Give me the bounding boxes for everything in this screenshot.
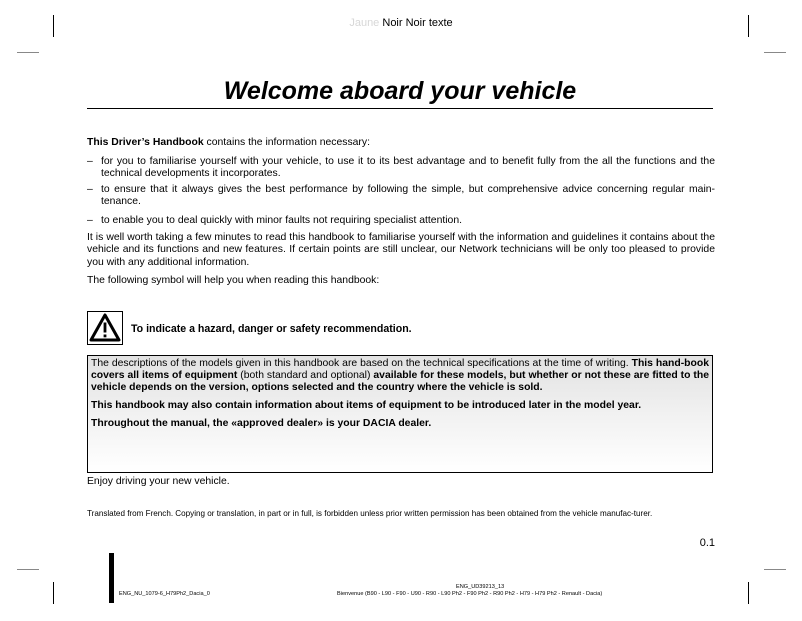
bullet-text: to enable you to deal quickly with minor faults not requiring specialist attention. xyxy=(101,215,462,226)
color-label-yellow: Jaune xyxy=(349,17,380,29)
notice-text: The descriptions of the models given in this handbook are based on the technical specifications at the time of writing. xyxy=(91,358,632,369)
title-underline xyxy=(87,108,713,109)
intro-paragraph: It is well worth taking a few minutes to read this handbook to familiarise yourself with the information and guidelines it contains about the vehicle and its functions and new features. If certain points are still unclear, our Network technicians will be only too pleased to provide you with any additional information. xyxy=(87,232,715,268)
crop-mark-right-upper xyxy=(764,52,786,53)
sidebar-marker xyxy=(109,553,114,603)
bullet-dash: – xyxy=(87,215,93,226)
footer-doc-description: Bienvenue (B90 - L90 - F90 - U90 - R90 - L90 Ph2 - F90 Ph2 - R90 Ph2 - H79 - H79 Ph2 - Renault - Dacia) xyxy=(337,591,603,597)
crop-mark-left-upper xyxy=(17,52,39,53)
intro-bullet-2 xyxy=(87,184,715,209)
bullet-dash: – xyxy=(87,156,93,167)
intro-bullet-3 xyxy=(87,215,715,227)
notice-text-bold: available for these models, but whether or not these are fitted to the vehicle depends on the version, options selected and the country where the vehicle is sold. xyxy=(91,370,710,393)
crop-mark-bottom-left xyxy=(53,582,54,604)
intro-lead-rest: contains the information necessary: xyxy=(203,137,370,148)
notice-box xyxy=(87,355,713,473)
notice-text-bold: This hand-book covers all items of equipment xyxy=(91,358,709,381)
page-number: 0.1 xyxy=(699,537,715,549)
notice-paragraph-3: Throughout the manual, the «approved dealer» is your DACIA dealer. xyxy=(91,418,432,429)
warning-triangle-icon xyxy=(87,311,123,345)
notice-paragraph-1 xyxy=(91,358,709,394)
intro-bullet-1 xyxy=(87,156,715,181)
footer-file-code: ENG_NU_1079-6_H79Ph2_Dacia_0 xyxy=(119,591,210,597)
page-title: Welcome aboard your vehicle xyxy=(223,77,577,105)
crop-mark-bottom-right xyxy=(748,582,749,604)
footer-doc-code: ENG_UD39213_13 xyxy=(456,584,505,590)
footnote-text: Translated from French. Copying or translation, in part or in full, is forbidden unless prior written permission has been obtained from the vehicle manufac-turer. xyxy=(87,509,653,518)
hazard-label: To indicate a hazard, danger or safety recommendation. xyxy=(131,323,412,335)
translation-footnote xyxy=(87,509,715,519)
crop-mark-right-lower xyxy=(764,569,786,570)
bullet-text: for you to familiarise yourself with your vehicle, to use it to its best advantage and to benefit fully from the all the functions and the technical developments it incorporates. xyxy=(101,156,715,180)
color-label-black: Noir Noir texte xyxy=(382,17,453,29)
intro-lead-bold: This Driver’s Handbook xyxy=(87,137,204,148)
notice-paragraph-2: This handbook may also contain information about items of equipment to be introduced later in the model year. xyxy=(91,400,642,411)
notice-text: (both standard and optional) xyxy=(237,370,374,381)
bullet-text: to ensure that it always gives the best performance by following the simple, but comprehensive advice concerning regular main-tenance. xyxy=(101,184,715,208)
print-color-label xyxy=(0,17,802,29)
closing-line: Enjoy driving your new vehicle. xyxy=(87,476,230,487)
intro-lead xyxy=(87,137,715,149)
crop-mark-left-lower xyxy=(17,569,39,570)
bullet-dash: – xyxy=(87,184,93,195)
symbol-intro-line: The following symbol will help you when reading this handbook: xyxy=(87,275,380,286)
